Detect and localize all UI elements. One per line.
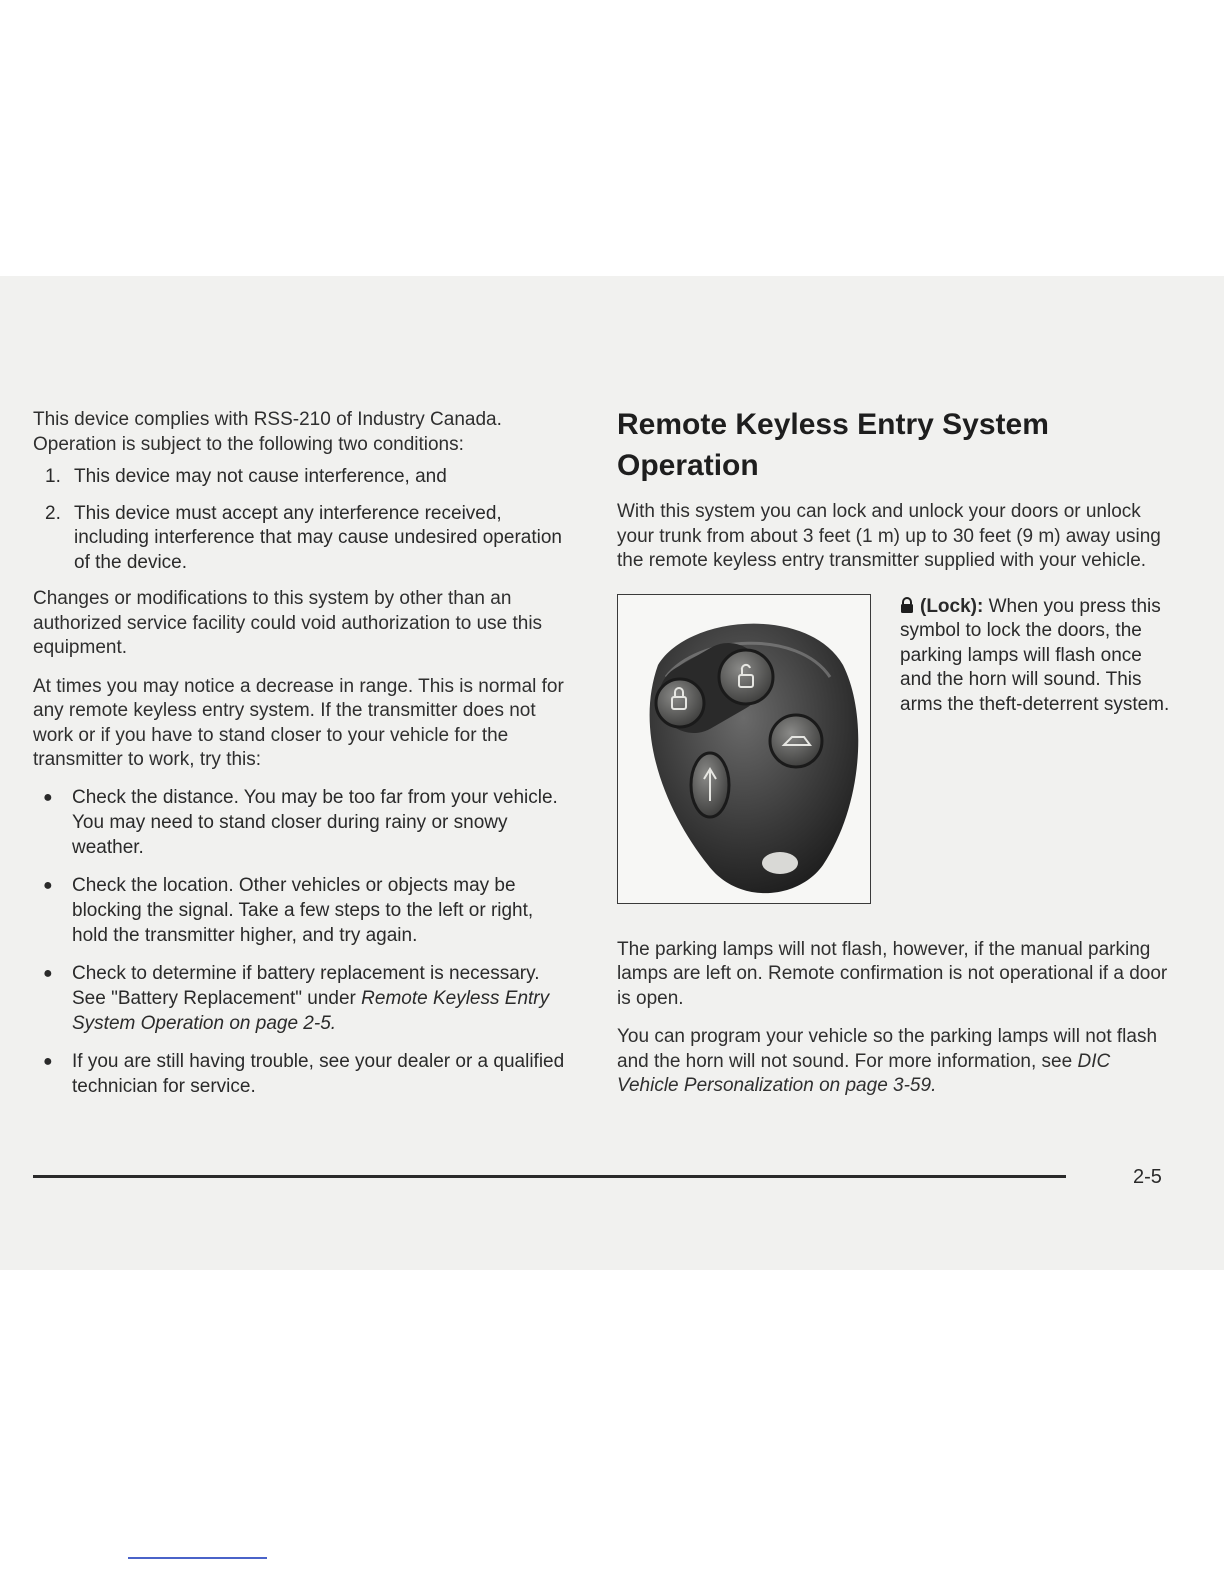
bullet-icon: ● <box>43 876 53 894</box>
rke-intro-paragraph: With this system you can lock and unlock your doors or unlock your trunk from about 3 feet (1 m) up to 30 feet (9 m) away using the remote keyless entry transmitter supplied with your vehicle. <box>617 501 1161 571</box>
troubleshoot-item <box>33 961 573 1036</box>
cross-reference-link[interactable]: Remote Keyless Entry System Operation on page 2-5. <box>72 987 550 1034</box>
left-column <box>33 408 573 1112</box>
lock-button <box>656 679 704 727</box>
rss-compliance-text: This device complies with RSS-210 of Industry Canada. Operation is subject to the following two conditions: <box>33 409 502 455</box>
troubleshoot-text: Check the distance. You may be too far from your vehicle. You may need to stand closer during rainy or snowy weather. <box>72 786 558 858</box>
condition-number: 2. <box>45 502 61 524</box>
page-number: 2-5 <box>1133 1166 1162 1188</box>
troubleshoot-text: If you are still having trouble, see your dealer or a qualified technician for service. <box>72 1050 565 1097</box>
conditions-list <box>33 465 573 575</box>
trunk-button <box>770 715 822 767</box>
footnote-separator <box>128 1557 267 1559</box>
right-column <box>617 404 1177 1099</box>
lock-icon <box>900 594 914 619</box>
troubleshoot-text: Check to determine if battery replacement is necessary. See "Battery Replacement" under <box>72 962 540 1009</box>
bullet-icon: ● <box>43 1052 53 1070</box>
lock-description <box>900 594 1170 718</box>
key-fob-illustration <box>618 595 870 903</box>
troubleshoot-item <box>33 785 573 860</box>
range-paragraph: At times you may notice a decrease in range. This is normal for any remote keyless entry system. If the transmitter does not work or if you have to stand closer to your vehicle for the transmitter to work, try this: <box>33 675 564 770</box>
section-title: Remote Keyless Entry System Operation <box>617 408 1049 482</box>
indicator-light <box>762 852 798 874</box>
parking-lamps-paragraph: The parking lamps will not flash, however, if the manual parking lamps are left on. Remote confirmation is not operational if a door is open. <box>617 938 1168 1009</box>
unlock-button <box>719 650 773 704</box>
troubleshoot-list <box>33 785 573 1099</box>
transmitter-photo <box>617 594 871 904</box>
bullet-icon: ● <box>43 788 53 806</box>
troubleshoot-item <box>33 1049 573 1099</box>
cross-reference-link[interactable]: DIC Vehicle Personalization on page 3-59. <box>617 1050 1111 1096</box>
program-paragraph <box>617 1025 1177 1099</box>
transmitter-figure-row <box>617 594 1177 906</box>
lock-text: When you press this symbol to lock the doors, the parking lamps will flash once and the horn will sound. This arms the theft-deterrent system. <box>900 595 1170 715</box>
lock-label: (Lock): <box>920 595 984 617</box>
changes-paragraph: Changes or modifications to this system by other than an authorized service facility could void authorization to use this equipment. <box>33 588 543 658</box>
condition-item <box>33 465 573 490</box>
condition-item <box>33 502 573 576</box>
condition-number: 1. <box>45 466 61 487</box>
program-text: You can program your vehicle so the parking lamps will not flash and the horn will not sound. For more information, see <box>617 1026 1158 1072</box>
condition-text: This device may not cause interference, and <box>74 466 447 487</box>
bullet-icon: ● <box>43 964 53 982</box>
troubleshoot-item <box>33 873 573 948</box>
footer-rule <box>33 1175 1066 1178</box>
troubleshoot-text: Check the location. Other vehicles or objects may be blocking the signal. Take a few steps to the left or right, hold the transmitter higher, and try again. <box>72 874 534 946</box>
condition-text: This device must accept any interference received, including interference that may cause undesired operation of the device. <box>74 502 562 573</box>
